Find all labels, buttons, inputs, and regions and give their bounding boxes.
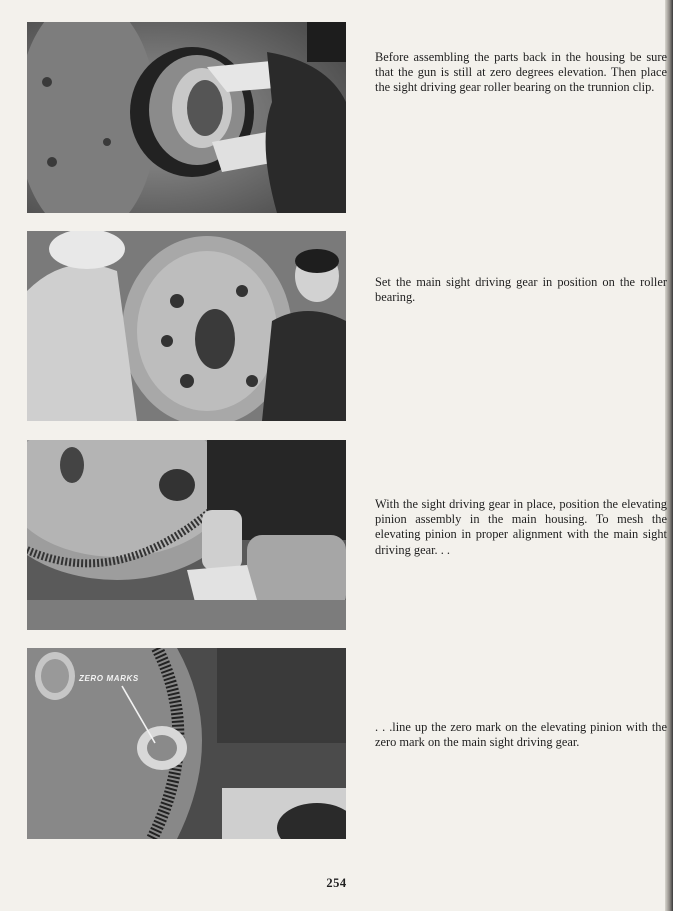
caption-step-2: Set the main sight driving gear in position on the roller bearing. [375,275,667,305]
photo-zero-marks [27,648,346,839]
photo-roller-bearing [27,22,346,213]
caption-step-4: . . .line up the zero mark on the elevating pinion with the zero mark on the main sight driving gear. [375,720,667,750]
page-edge-shadow [665,0,673,911]
photo-main-sight-driving-gear [27,231,346,421]
caption-step-3: With the sight driving gear in place, position the elevating pinion assembly in the main housing. To mesh the elevating pinion in proper alignment with the main sight driving gear. . . [375,497,667,557]
zero-marks-label: ZERO MARKS [79,674,139,683]
caption-step-1: Before assembling the parts back in the housing be sure that the gun is still at zero degrees elevation. Then place the sight driving gear roller bearing on the trunnion clip. [375,50,667,95]
page-number: 254 [326,876,347,890]
photo-elevating-pinion-assembly [27,440,346,630]
